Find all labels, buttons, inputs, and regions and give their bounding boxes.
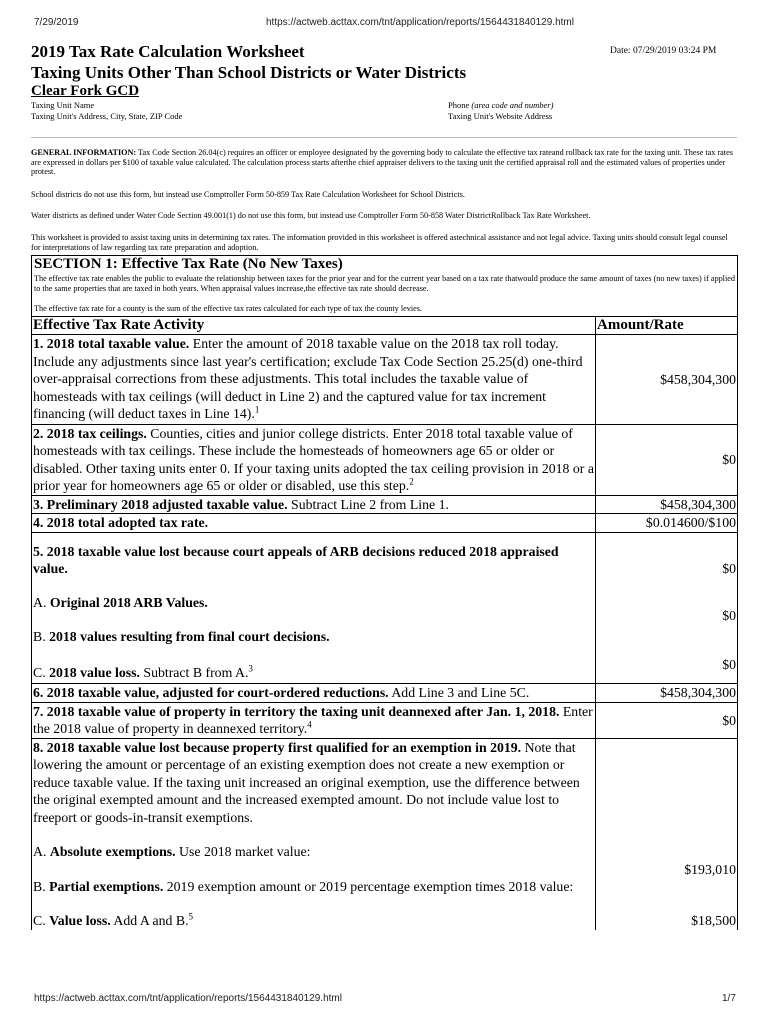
legal-disclaimer: This worksheet is provided to assist taxing units in determining tax rates. The information provided in this worksheet is offered astechnical assistance and not legal advice. Taxing units should consult legal counsel for interpretations of law regarding tax rate preparation and adoption. [31,233,728,252]
general-information [31,148,737,177]
line8c-prefix: C. [33,913,50,929]
line7-desc: Enter the 2018 value of property in deannexed territory. [33,703,593,737]
section1-header [32,256,738,317]
footer-url: https://actweb.acttax.com/tnt/application/reports/1564431840129.html [34,993,342,1004]
line1-amount: $458,304,300 [596,335,738,425]
line2-text [32,424,596,495]
line8a [33,843,594,861]
line5a [33,594,594,612]
line8b-amount: $18,500 [691,913,736,929]
line5-amounts [596,532,738,684]
line8a-prefix: A. [33,844,50,860]
footnote-ref: 1 [254,404,260,415]
line6-desc: Add Line 3 and Line 5C. [388,685,530,701]
line4-amount: $0.014600/$100 [596,514,738,533]
table-row [32,335,738,425]
line8-amounts [596,738,738,930]
line8a-amount: $193,010 [684,861,736,877]
line8b-label: Partial exemptions. [49,878,164,894]
line5a-amount: $0 [722,560,736,576]
line8-main [33,739,594,827]
line5b-amount: $0 [722,608,736,624]
col-amount-header: Amount/Rate [596,316,738,335]
table-row [32,684,738,703]
worksheet-subtitle: Taxing Units Other Than School Districts or Water Districts [31,63,467,82]
line3-text [32,495,596,514]
label-unit-name: Taxing Unit Name [31,100,95,110]
section1-title: SECTION 1: Effective Tax Rate (No New Taxes) [34,256,343,272]
line8a-desc: Use 2018 market value: [175,844,311,860]
line4-label: 4. 2018 total adopted tax rate. [33,515,209,531]
section1-desc1: The effective tax rate enables the public to evaluate the relationship between taxes for the prior year and for the current year based on a tax rate thatwould produce the same amount of taxes (no new taxes) if applied to the same properties that are taxed in both years. When appraisal values increase,the effective tax rate should decrease. [34,274,735,293]
line8-label: 8. 2018 taxable value lost because property first qualified for an exemption in 2019. [33,739,522,755]
line8c-label: Value loss. [49,913,111,929]
col-activity-header: Effective Tax Rate Activity [32,316,596,335]
line2-amount: $0 [596,424,738,495]
line5b-prefix: B. [33,629,50,645]
line8b [33,878,594,896]
line7-text [32,702,596,738]
line2-desc: Counties, cities and junior college districts. Enter 2018 total taxable value of homesteads with tax ceilings. These include the homesteads of homeowners age 65 or older or disabled. Other taxing units enter 0. If your taxing units adopted the tax ceiling provision in 2018 or a prior year for homeowners age 65 or older or disabled, use this step. [33,425,594,494]
line5a-label: Original 2018 ARB Values. [49,594,208,610]
line8c [33,912,594,930]
general-info-label: GENERAL INFORMATION: [31,148,137,157]
line5c-prefix: C. [33,664,50,680]
footnote-ref: 3 [248,663,253,674]
table-row [32,532,738,684]
table-row [32,424,738,495]
line6-text [32,684,596,703]
line4-text [32,514,596,533]
section1-table [31,255,738,930]
table-row [32,514,738,533]
taxing-unit-name: Clear Fork GCD [31,83,140,99]
line8c-desc: Add A and B. [110,913,189,929]
line5-text [32,532,596,684]
section1-desc2: The effective tax rate for a county is the sum of the effective tax rates calculated for each type of tax the county levies. [34,304,422,314]
line3-desc: Subtract Line 2 from Line 1. [287,496,449,512]
table-row [32,495,738,514]
table-row [32,738,738,930]
footnote-ref: 2 [409,476,414,487]
line1-label: 1. 2018 total taxable value. [33,336,190,352]
column-header-row [32,316,738,335]
footnote-ref: 5 [188,911,194,922]
line5c [33,664,594,684]
label-unit-address: Taxing Unit's Address, City, State, ZIP Code [31,111,183,121]
section1-header-row [32,256,738,317]
line6-label: 6. 2018 taxable value, adjusted for court-ordered reductions. [33,685,389,701]
label-phone [448,100,553,110]
line3-amount: $458,304,300 [596,495,738,514]
line1-text [32,335,596,425]
line7-amount: $0 [596,702,738,738]
line8a-label: Absolute exemptions. [49,844,176,860]
worksheet-title: 2019 Tax Rate Calculation Worksheet [31,42,305,61]
line6-amount: $458,304,300 [596,684,738,703]
line5c-desc: Subtract B from A. [139,664,249,680]
line7-label: 7. 2018 taxable value of property in territory the taxing unit deannexed after Jan. 1, 2018. [33,703,560,719]
line5a-prefix: A. [33,594,50,610]
line8b-desc: 2019 exemption amount or 2019 percentage exemption times 2018 value: [163,878,574,894]
label-phone-text: Phone [448,100,470,110]
line5c-amount: $0 [722,656,736,672]
line8b-prefix: B. [33,878,50,894]
line3-label: 3. Preliminary 2018 adjusted taxable value. [33,496,288,512]
line5b [33,628,594,646]
label-phone-note: (area code and number) [471,100,554,110]
print-url: https://actweb.acttax.com/tnt/application/reports/1564431840129.html [266,17,574,28]
label-website: Taxing Unit's Website Address [448,111,553,121]
footnote-ref: 4 [307,719,312,730]
line5-label: 5. 2018 taxable value lost because court appeals of ARB decisions reduced 2018 appraised value. [33,543,559,577]
table-row [32,702,738,738]
print-date: 7/29/2019 [34,17,79,28]
line2-label: 2. 2018 tax ceilings. [33,425,147,441]
water-districts-note: Water districts as defined under Water Code Section 49.001(1) do not use this form, but instead use Comptroller Form 50-858 Water DistrictRollback Tax Rate Worksheet. [31,211,591,220]
divider [31,137,737,138]
line8-desc: Note that lowering the amount or percentage of an existing exemption does not create a new exemption or reduce taxable value. If the taxing unit increased an original exemption, use the difference between the original exempted amount and the increased exempted amount. Do not include value lost to freeport or goods-in-transit exemptions. [33,739,580,825]
line1-desc: Enter the amount of 2018 taxable value on the 2018 tax roll today. Include any adjustments since last year's certification; exclude Tax Code Section 25.25(d) one-third over-appraisal corrections from these adjustments. This total includes the taxable value of homesteads with tax ceilings (will deduct in Line 2) and the captured value for tax increment financing (will deduct taxes in Line 14). [33,336,583,422]
general-info-text: Tax Code Section 26.04(c) requires an officer or employee designated by the governing body to calculate the effective tax rateand rollback tax rate for the taxing unit. These tax rates are expressed in dollars per $100 of taxable value calculated. The calculation process starts afterthe chief appraiser delivers to the taxing unit the certified appraisal roll and the estimated values of properties under protest. [31,148,733,177]
page-number: 1/7 [722,993,736,1004]
line8-text [32,738,596,930]
worksheet-date: Date: 07/29/2019 03:24 PM [610,46,717,56]
line5b-label: 2018 values resulting from final court decisions. [49,629,330,645]
school-districts-note: School districts do not use this form, but instead use Comptroller Form 50-859 Tax Rate Calculation Worksheet for School Districts. [31,190,465,199]
line5c-label: 2018 value loss. [49,664,140,680]
